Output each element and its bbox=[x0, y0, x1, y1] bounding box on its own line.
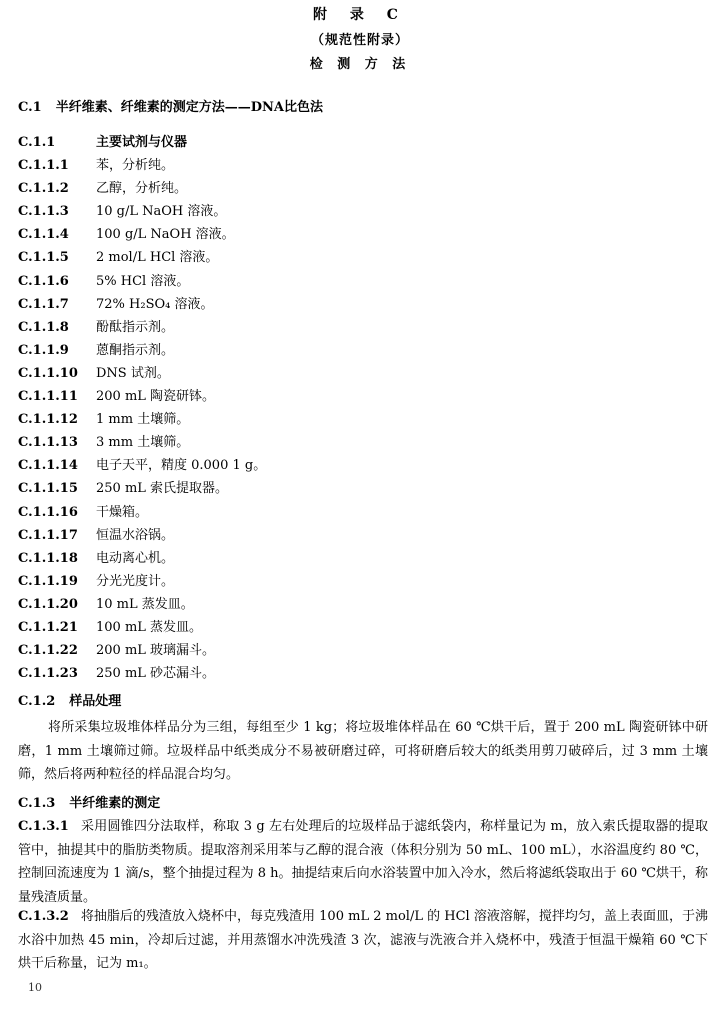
list-item bbox=[18, 593, 708, 616]
sample-processing-paragraph: 将所采集垃圾堆体样品分为三组，每组至少 1 kg；将垃圾堆体样品在 60 ℃烘干后，置于 200 mL 陶瓷研钵中研磨，1 mm 土壤筛过筛。垃圾样品中纸类成分不易被研磨过碎，可将研磨后较大的纸类用剪刀破碎后，过 3 mm 土壤筛，然后将两种粒径的样品混合均匀。 bbox=[18, 720, 708, 782]
clause-number: C.1.3.2 bbox=[18, 909, 69, 924]
list-item bbox=[18, 501, 708, 524]
item-number: C.1.1.5 bbox=[18, 250, 69, 266]
list-item bbox=[18, 408, 708, 431]
list-item bbox=[18, 270, 708, 293]
list-item bbox=[18, 154, 708, 177]
item-number: C.1.1.15 bbox=[18, 481, 78, 497]
item-number: C.1.1.4 bbox=[18, 227, 69, 243]
item-number: C.1.1.12 bbox=[18, 412, 78, 428]
list-item bbox=[18, 547, 708, 570]
item-number: C.1.1 bbox=[18, 135, 56, 150]
item-number: C.1.1.17 bbox=[18, 527, 78, 543]
section-number: C.1.2 bbox=[18, 694, 56, 709]
item-number: C.1.1.18 bbox=[18, 550, 78, 566]
page-number: 10 bbox=[28, 981, 42, 994]
item-text: 1 mm 土壤筛。 bbox=[96, 412, 190, 428]
item-text: 100 g/L NaOH 溶液。 bbox=[96, 227, 235, 243]
list-item bbox=[18, 639, 708, 662]
item-text: DNS 试剂。 bbox=[96, 365, 170, 381]
section-c13-heading bbox=[18, 792, 160, 811]
list-item bbox=[18, 616, 708, 639]
item-text: 2 mol/L HCl 溶液。 bbox=[96, 250, 219, 266]
item-number: C.1.1.14 bbox=[18, 458, 78, 474]
item-text: 蒽酮指示剂。 bbox=[96, 342, 175, 358]
item-text: 恒温水浴锅。 bbox=[96, 527, 175, 543]
list-item bbox=[18, 431, 708, 454]
list-item bbox=[18, 362, 708, 385]
item-text: 200 mL 陶瓷研钵。 bbox=[96, 389, 216, 405]
item-text: 电子天平，精度 0.000 1 g。 bbox=[96, 458, 267, 474]
item-number: C.1.1.23 bbox=[18, 666, 78, 682]
item-text: 72% H₂SO₄ 溶液。 bbox=[96, 296, 214, 312]
list-item bbox=[18, 177, 708, 200]
list-item bbox=[18, 316, 708, 339]
appendix-title: 附 录 C bbox=[313, 7, 407, 23]
item-text: 3 mm 土壤筛。 bbox=[96, 435, 190, 451]
list-item bbox=[18, 385, 708, 408]
item-number: C.1.1.3 bbox=[18, 204, 69, 220]
item-text: 100 mL 蒸发皿。 bbox=[96, 619, 203, 635]
list-item bbox=[18, 524, 708, 547]
item-text: 200 mL 玻璃漏斗。 bbox=[96, 643, 216, 659]
item-number: C.1.1.1 bbox=[18, 158, 69, 174]
list-item bbox=[18, 662, 708, 685]
item-text: 分光光度计。 bbox=[96, 573, 175, 589]
item-text: 250 mL 索氏提取器。 bbox=[96, 481, 229, 497]
item-text: 250 mL 砂芯漏斗。 bbox=[96, 666, 216, 682]
section-number: C.1 bbox=[18, 100, 42, 115]
item-number: C.1.1.10 bbox=[18, 365, 78, 381]
section-title: 半纤维素、纤维素的测定方法——DNA比色法 bbox=[55, 100, 323, 115]
list-item bbox=[18, 477, 708, 500]
item-number: C.1.1.19 bbox=[18, 573, 78, 589]
item-number: C.1.1.20 bbox=[18, 596, 78, 612]
item-number: C.1.1.8 bbox=[18, 319, 69, 335]
item-text: 苯，分析纯。 bbox=[96, 158, 175, 174]
item-number: C.1.1.22 bbox=[18, 643, 78, 659]
paragraph-c131 bbox=[18, 815, 708, 909]
section-c1-heading bbox=[18, 96, 323, 115]
list-item bbox=[18, 246, 708, 269]
item-number: C.1.1.9 bbox=[18, 342, 69, 358]
section-title: 半纤维素的测定 bbox=[69, 796, 161, 811]
item-text: 干燥箱。 bbox=[96, 504, 149, 520]
list-item bbox=[18, 200, 708, 223]
list-item bbox=[18, 339, 708, 362]
clause-text: 采用圆锥四分法取样，称取 3 g 左右处理后的垃圾样品于滤纸袋内，称样量记为 m，放入索氏提取器的提取管中，抽提其中的脂肪类物质。提取溶剂采用苯与乙醇的混合液（体积分别为 50 mL、100 mL），水浴温度约 80 ℃，控制回流速度为 1 滴/s，整个抽提过程为 8 h。抽提结束后向水浴装置中加入冷水，然后将滤纸袋取出于 60 ℃烘干，称量残渣质量。 bbox=[18, 819, 708, 905]
item-text: 主要试剂与仪器 bbox=[96, 135, 188, 150]
list-item bbox=[18, 223, 708, 246]
list-item bbox=[18, 570, 708, 593]
item-number: C.1.1.6 bbox=[18, 273, 69, 289]
item-number: C.1.1.13 bbox=[18, 435, 78, 451]
item-text: 10 mL 蒸发皿。 bbox=[96, 596, 194, 612]
appendix-subtitle: （规范性附录） bbox=[310, 33, 409, 48]
clause-number: C.1.3.1 bbox=[18, 819, 69, 834]
item-number: C.1.1.7 bbox=[18, 296, 69, 312]
section-title: 样品处理 bbox=[69, 694, 122, 709]
item-number: C.1.1.11 bbox=[18, 389, 78, 405]
paragraph-c132 bbox=[18, 905, 708, 976]
item-number: C.1.1.16 bbox=[18, 504, 78, 520]
reagent-list bbox=[18, 131, 708, 685]
item-text: 乙醇，分析纯。 bbox=[96, 181, 188, 197]
item-text: 电动离心机。 bbox=[96, 550, 175, 566]
item-number: C.1.1.2 bbox=[18, 181, 69, 197]
item-text: 10 g/L NaOH 溶液。 bbox=[96, 204, 227, 220]
list-item bbox=[18, 293, 708, 316]
clause-text: 将抽脂后的残渣放入烧杯中，每克残渣用 100 mL 2 mol/L 的 HCl 溶液溶解，搅拌均匀，盖上表面皿，于沸水浴中加热 45 min，冷却后过滤，并用蒸馏水冲洗残渣 3 次，滤液与洗液合并入烧杯中，残渣于恒温干燥箱 60 ℃下烘干后称量，记为 m₁。 bbox=[18, 909, 708, 971]
list-item bbox=[18, 131, 708, 154]
section-number: C.1.3 bbox=[18, 796, 56, 811]
list-item bbox=[18, 454, 708, 477]
item-number: C.1.1.21 bbox=[18, 619, 78, 635]
section-c12-heading bbox=[18, 690, 121, 709]
appendix-heading: 检 测 方 法 bbox=[309, 57, 411, 72]
item-text: 酚酞指示剂。 bbox=[96, 319, 175, 335]
item-text: 5% HCl 溶液。 bbox=[96, 273, 190, 289]
